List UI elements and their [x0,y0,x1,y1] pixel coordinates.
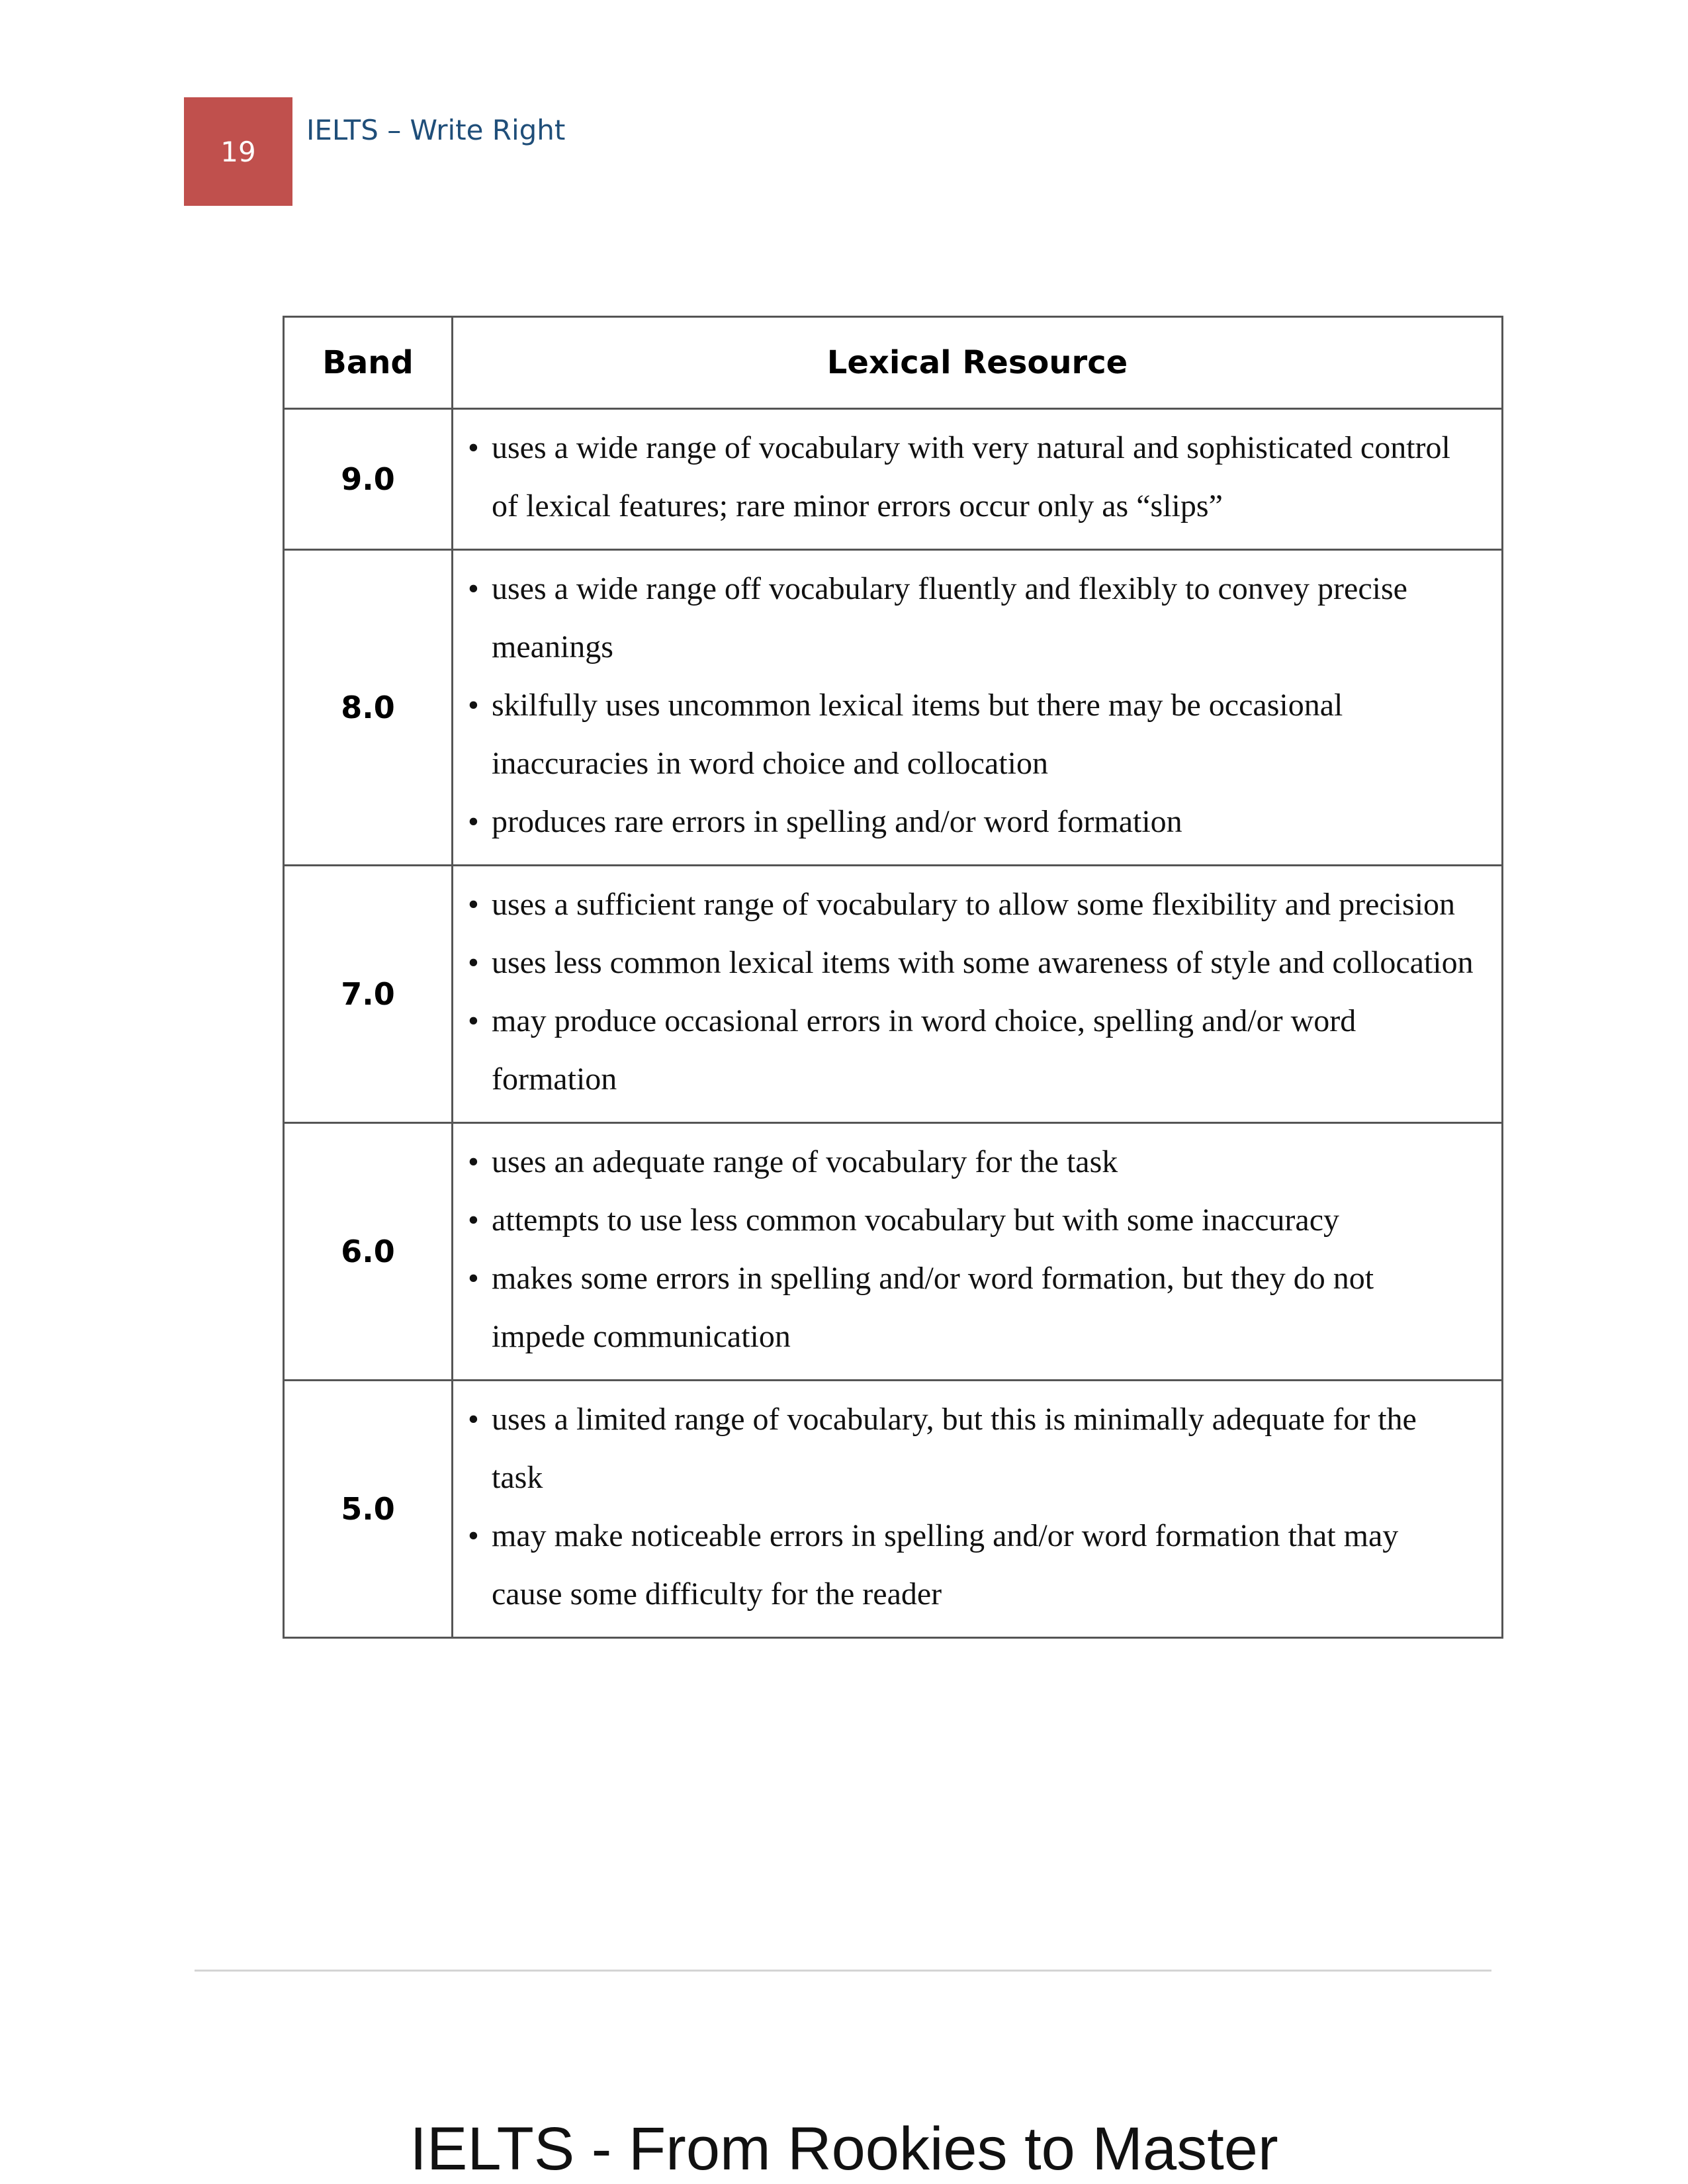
lexical-resource-table [283,316,1503,1639]
footer-divider [195,1970,1491,1972]
band-column-header: Band [284,317,453,409]
band-score: 9.0 [284,409,453,550]
table-row [284,409,1503,550]
descriptor-bullet: • uses a sufficient range of vocabulary to allow some flexibility and precision [468,876,1475,934]
descriptor-bullet: • makes some errors in spelling and/or word formation, but they do not impede communication [468,1250,1475,1366]
table-row [284,550,1503,866]
band-score: 8.0 [284,550,453,866]
page-number: 19 [184,97,292,206]
descriptor-bullet: • uses a wide range of vocabulary with very natural and sophisticated control of lexical features; rare minor errors occur only as “slips” [468,419,1475,535]
band-score: 6.0 [284,1123,453,1381]
descriptor-cell [453,550,1503,866]
descriptor-bullet: • attempts to use less common vocabulary but with some inaccuracy [468,1191,1475,1250]
descriptor-bullet: • produces rare errors in spelling and/or word formation [468,793,1475,851]
band-score: 7.0 [284,866,453,1123]
descriptor-bullet: • may produce occasional errors in word choice, spelling and/or word formation [468,992,1475,1109]
descriptor-bullet: • skilfully uses uncommon lexical items but there may be occasional inaccuracies in word choice and collocation [468,676,1475,793]
descriptor-cell [453,1381,1503,1638]
footer-text: IELTS - From Rookies to Master [410,2115,1278,2183]
descriptor-bullet: • uses a wide range off vocabulary fluently and flexibly to convey precise meanings [468,560,1475,676]
descriptor-bullet: • may make noticeable errors in spelling and/or word formation that may cause some difficulty for the reader [468,1507,1475,1623]
descriptor-bullet: • uses an adequate range of vocabulary for the task [468,1133,1475,1191]
descriptor-bullet: • uses a limited range of vocabulary, but this is minimally adequate for the task [468,1390,1475,1507]
band-score: 5.0 [284,1381,453,1638]
table-row [284,1123,1503,1381]
descriptor-bullet: • uses less common lexical items with some awareness of style and collocation [468,934,1475,992]
descriptor-cell [453,409,1503,550]
table-row [284,1381,1503,1638]
table-row [284,866,1503,1123]
descriptor-cell [453,866,1503,1123]
running-header: IELTS – Write Right [306,114,566,146]
lexical-resource-column-header: Lexical Resource [453,317,1503,409]
descriptor-cell [453,1123,1503,1381]
